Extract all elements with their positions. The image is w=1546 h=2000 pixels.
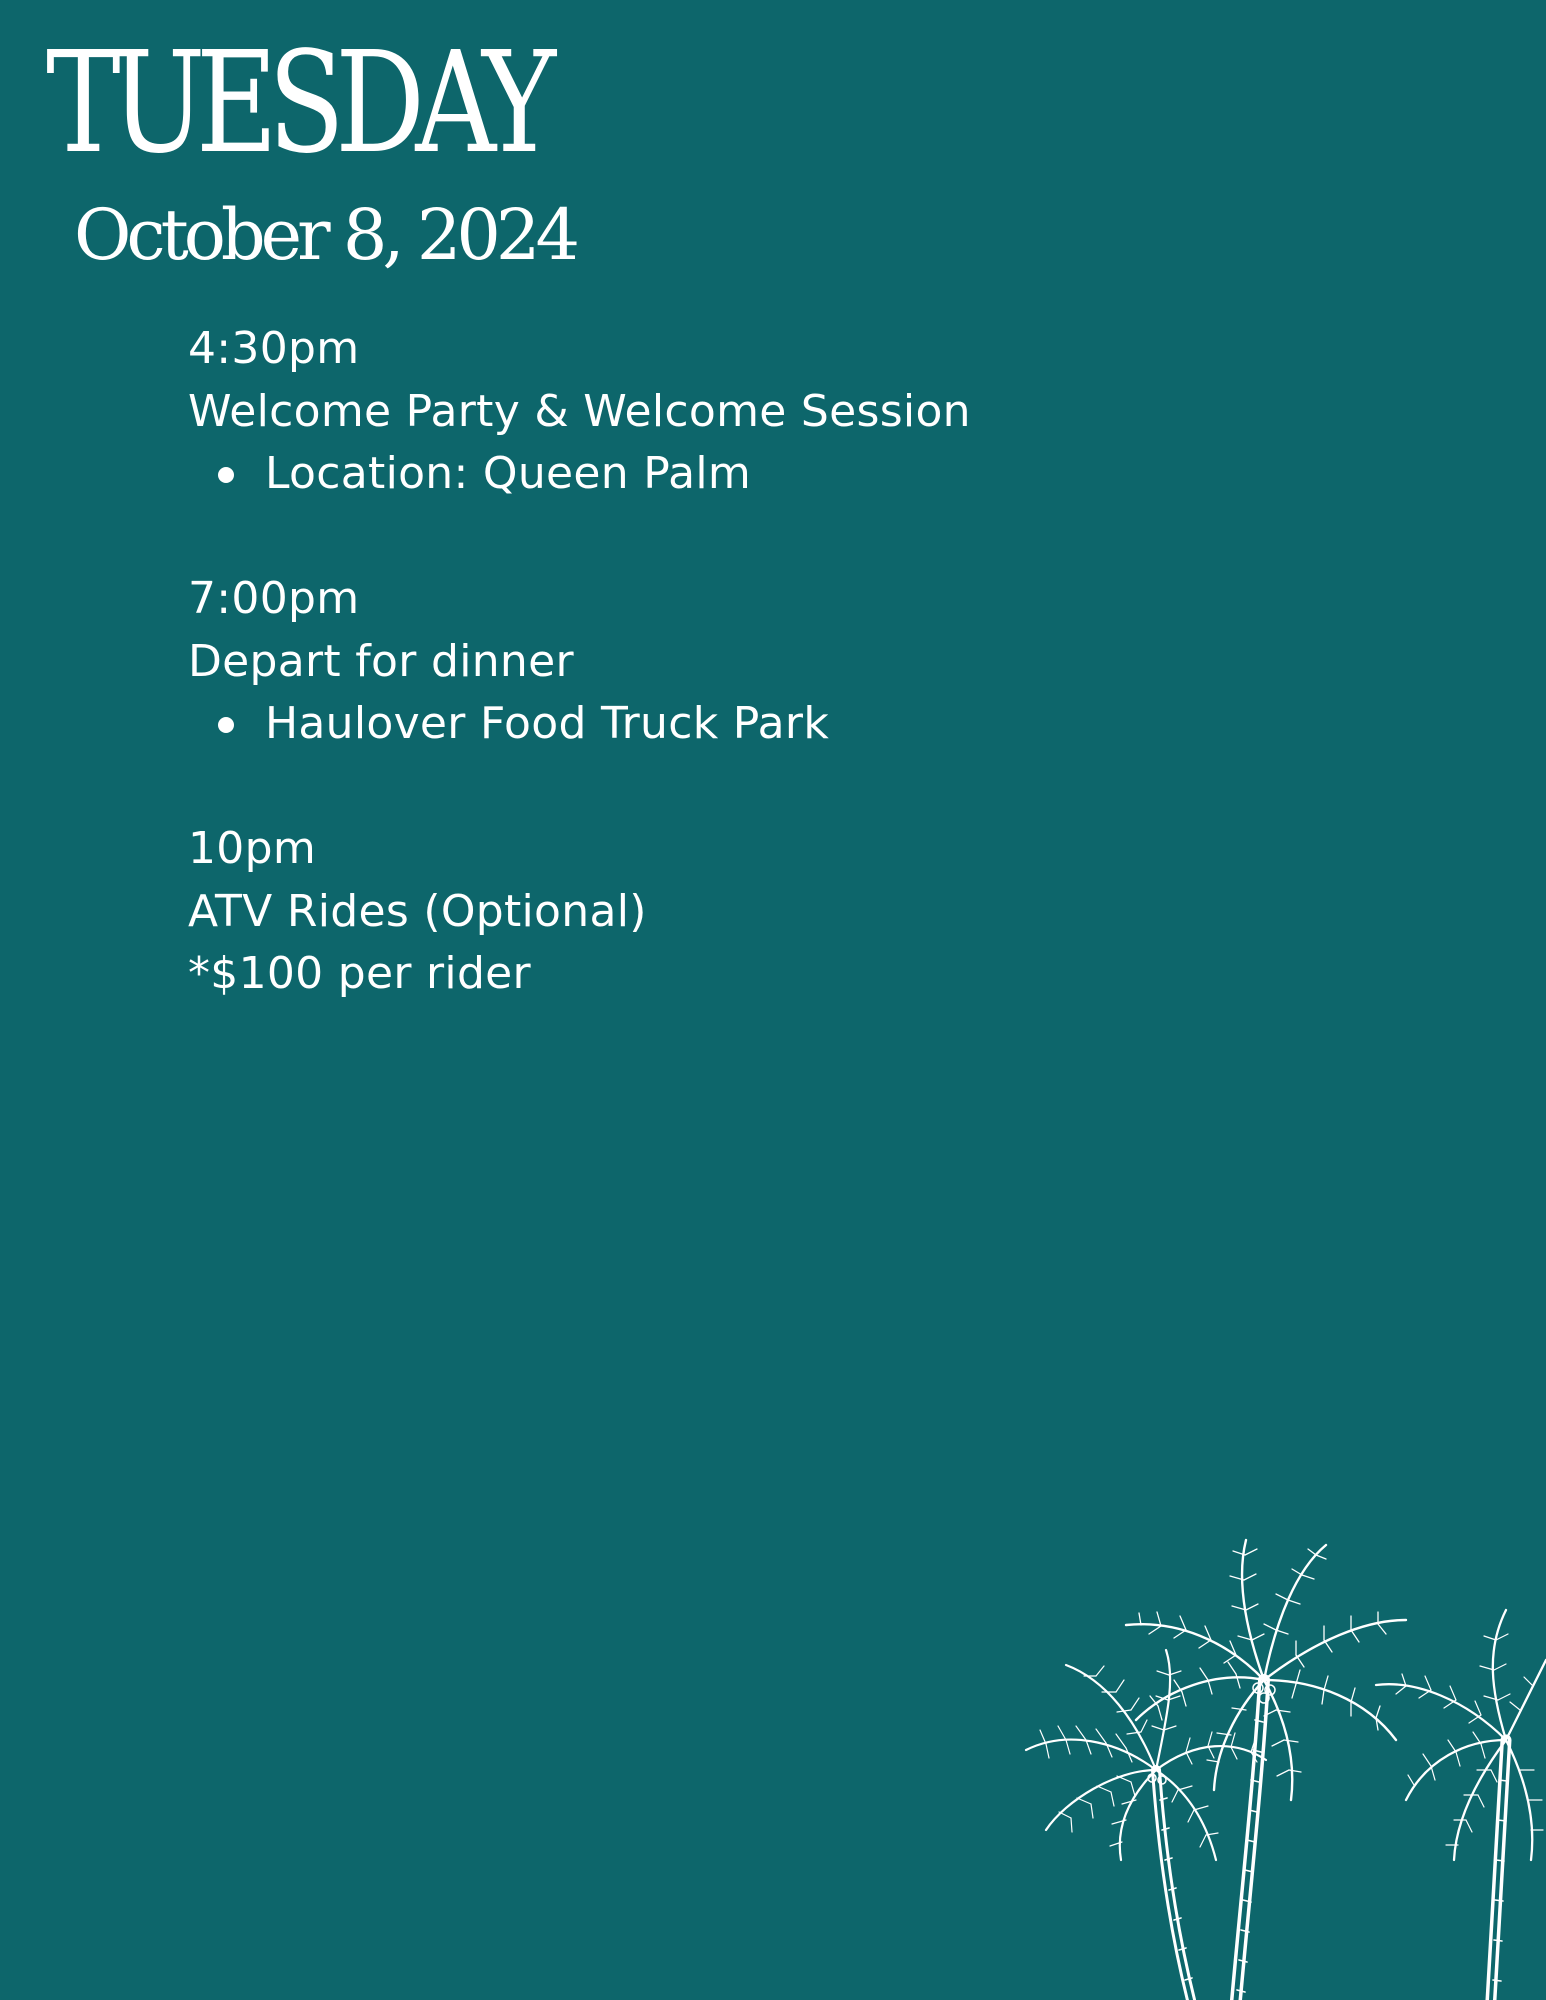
event-detail-text: Haulover Food Truck Park	[265, 698, 830, 749]
schedule-list	[188, 318, 1288, 1068]
event-details	[188, 443, 1288, 506]
event-detail-item	[188, 443, 1288, 506]
event-time: 4:30pm	[188, 323, 360, 374]
event-note: *$100 per rider	[188, 948, 531, 999]
date-subtitle: October 8, 2024	[74, 194, 575, 276]
event-title: ATV Rides (Optional)	[188, 885, 647, 937]
bullet-icon	[218, 467, 234, 483]
event-details	[188, 693, 1288, 756]
event-item	[188, 318, 1288, 506]
bullet-icon	[218, 717, 234, 733]
palm-trees-icon	[946, 1500, 1546, 2000]
event-title: Welcome Party & Welcome Session	[188, 385, 971, 437]
day-title: TUESDAY	[46, 22, 547, 185]
event-title: Depart for dinner	[188, 635, 574, 687]
event-detail-text: Location: Queen Palm	[265, 448, 752, 499]
event-time: 7:00pm	[188, 573, 360, 624]
event-item	[188, 818, 1288, 1006]
event-item	[188, 568, 1288, 756]
event-detail-item	[188, 693, 1288, 756]
event-time: 10pm	[188, 823, 316, 874]
